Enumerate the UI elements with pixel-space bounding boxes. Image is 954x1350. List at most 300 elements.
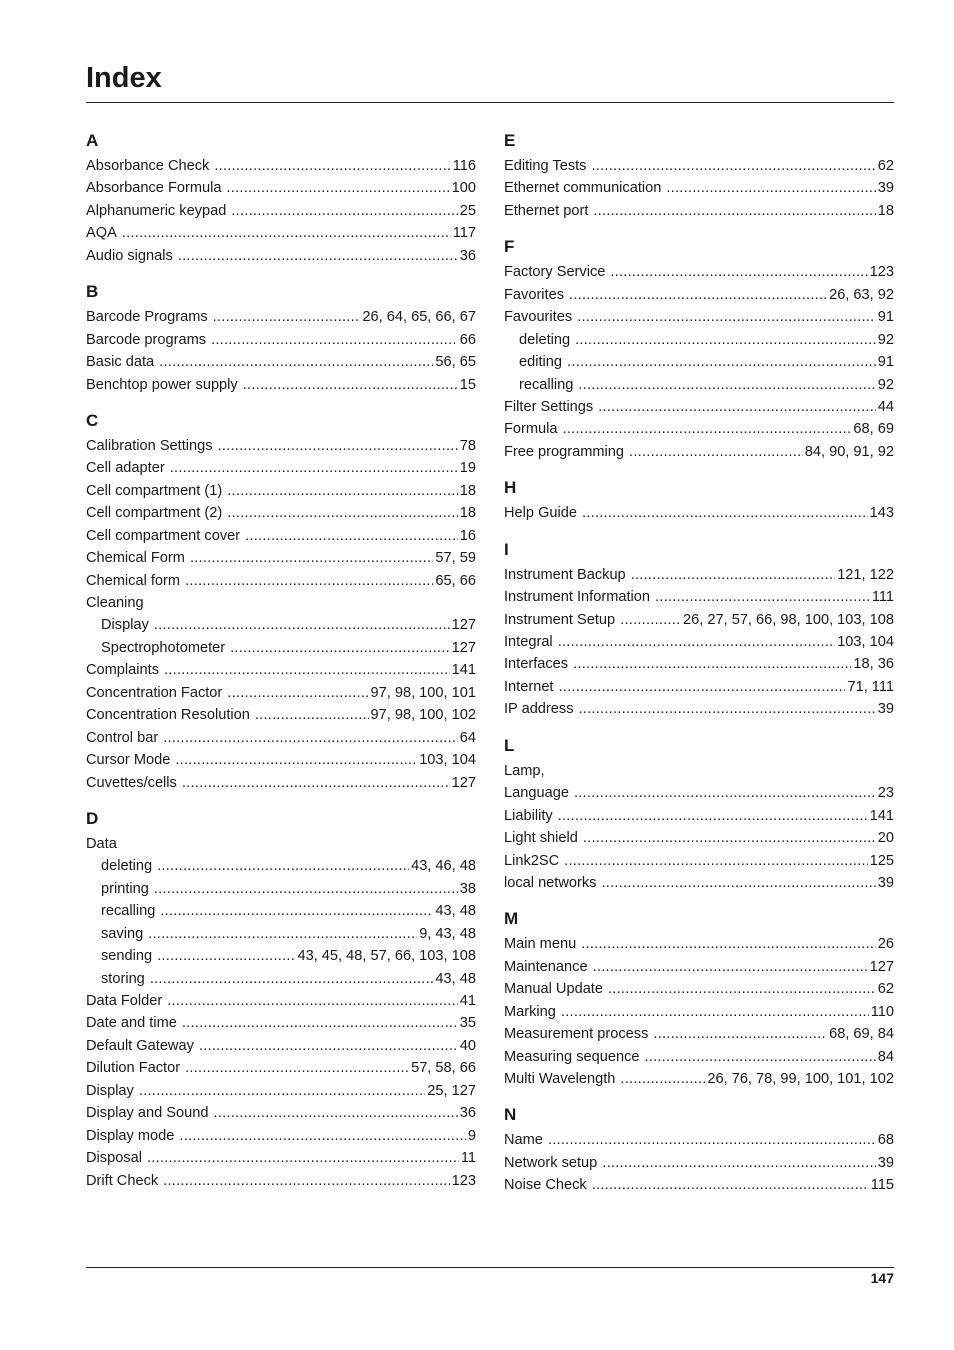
dot-leader xyxy=(227,502,458,524)
index-entry xyxy=(86,351,476,373)
index-entry xyxy=(504,956,894,978)
entry-term: Noise Check xyxy=(504,1177,587,1194)
entry-term: deleting xyxy=(101,858,153,875)
entry-pages: 84, 90, 91, 92 xyxy=(804,443,894,460)
index-subentry xyxy=(86,945,476,967)
index-section-a xyxy=(86,129,476,267)
dot-leader xyxy=(569,284,827,306)
index-entry xyxy=(504,1174,894,1196)
entry-term: Disposal xyxy=(86,1150,142,1167)
dot-leader xyxy=(591,155,875,177)
dot-leader xyxy=(653,1023,827,1045)
index-entry xyxy=(86,1125,476,1147)
entry-pages: 62 xyxy=(877,158,894,174)
entry-term: Cell compartment cover xyxy=(86,527,241,544)
entry-term: Display xyxy=(86,1082,134,1099)
entry-pages: 26, 27, 57, 66, 98, 100, 103, 108 xyxy=(683,611,894,628)
entry-term: sending xyxy=(101,948,153,965)
entry-pages: 78 xyxy=(459,437,476,454)
dot-leader xyxy=(160,900,433,922)
section-letter: C xyxy=(86,410,99,430)
entry-term: recalling xyxy=(519,376,574,393)
entry-pages: 71, 111 xyxy=(847,678,894,695)
entry-term: Complaints xyxy=(86,662,159,679)
dot-leader xyxy=(581,933,876,955)
section-letter: N xyxy=(504,1105,517,1125)
entry-pages: 39 xyxy=(877,874,894,891)
index-entry xyxy=(504,441,894,463)
index-subentry xyxy=(86,923,476,945)
entry-pages: 20 xyxy=(877,830,894,847)
index-entry xyxy=(86,1147,476,1169)
index-entry xyxy=(86,502,476,524)
entry-pages: 123 xyxy=(451,1172,476,1189)
entry-term: Integral xyxy=(504,634,553,650)
entry-term: Cursor Mode xyxy=(86,752,171,769)
index-entry xyxy=(504,306,894,328)
entry-pages: 127 xyxy=(451,617,476,634)
entry-pages: 84 xyxy=(877,1048,894,1065)
dot-leader xyxy=(179,1125,465,1147)
dot-leader xyxy=(185,570,433,592)
index-entry xyxy=(504,284,894,306)
index-subentry xyxy=(86,855,476,877)
entry-pages: 40 xyxy=(459,1037,476,1054)
entry-term: Absorbance Check xyxy=(86,158,210,174)
index-entry xyxy=(86,990,476,1012)
index-entry xyxy=(86,1102,476,1124)
index-entry xyxy=(86,306,476,328)
entry-term: Concentration Factor xyxy=(86,684,223,701)
entry-pages: 116 xyxy=(452,158,476,174)
index-entry xyxy=(504,1152,894,1174)
dot-leader xyxy=(558,631,836,653)
entry-pages: 92 xyxy=(877,331,894,348)
dot-leader xyxy=(178,245,458,267)
index-entry xyxy=(504,200,894,222)
index-entry xyxy=(504,418,894,440)
dot-leader xyxy=(255,704,369,726)
index-entry xyxy=(504,1068,894,1090)
index-entry xyxy=(86,1035,476,1057)
entry-term: Free programming xyxy=(504,443,625,460)
entry-term: Favourites xyxy=(504,309,573,326)
entry-pages: 103, 104 xyxy=(837,634,894,650)
entry-pages: 18 xyxy=(877,202,894,219)
entry-pages: 100 xyxy=(451,180,476,197)
dot-leader xyxy=(548,1129,876,1151)
index-entry xyxy=(504,1001,894,1023)
dot-leader xyxy=(167,990,458,1012)
dot-leader xyxy=(190,547,433,569)
dot-leader xyxy=(567,351,876,373)
entry-term: Cell compartment (1) xyxy=(86,482,223,499)
entry-pages: 117 xyxy=(452,225,476,242)
dot-leader xyxy=(579,698,876,720)
section-letter: B xyxy=(86,282,99,302)
index-section-n xyxy=(504,1103,894,1196)
dot-leader xyxy=(147,1147,459,1169)
entry-pages: 127 xyxy=(451,774,476,791)
entry-pages: 127 xyxy=(451,639,476,656)
index-entry xyxy=(504,872,894,894)
dot-leader xyxy=(559,676,846,698)
dot-leader xyxy=(164,659,450,681)
entry-pages: 23 xyxy=(877,785,894,802)
entry-pages: 125 xyxy=(869,852,894,869)
entry-term: Link2SC xyxy=(504,852,560,869)
entry-term: Cell adapter xyxy=(86,460,165,477)
dot-leader xyxy=(226,177,449,199)
entry-pages: 25, 127 xyxy=(427,1082,476,1099)
entry-pages: 26, 64, 65, 66, 67 xyxy=(362,309,476,326)
index-entry xyxy=(86,704,476,726)
index-entry xyxy=(86,547,476,569)
dot-leader xyxy=(230,637,450,659)
entry-pages: 43, 46, 48 xyxy=(411,858,476,875)
entry-pages: 9, 43, 48 xyxy=(419,925,476,942)
dot-leader xyxy=(243,374,458,396)
entry-pages: 91 xyxy=(877,354,894,371)
dot-leader xyxy=(564,850,867,872)
section-letter: I xyxy=(504,539,509,559)
index-subentry xyxy=(86,900,476,922)
entry-pages: 57, 58, 66 xyxy=(411,1060,476,1077)
entry-term: Basic data xyxy=(86,354,155,371)
index-subentry xyxy=(86,878,476,900)
entry-term: Data xyxy=(86,835,117,852)
index-entry xyxy=(504,564,894,586)
entry-term: storing xyxy=(101,970,145,987)
entry-pages: 143 xyxy=(869,505,894,522)
entry-term: Light shield xyxy=(504,830,578,847)
section-letter: F xyxy=(504,237,515,257)
index-entry xyxy=(86,1012,476,1034)
entry-pages: 65, 66 xyxy=(435,572,476,589)
index-entry xyxy=(504,850,894,872)
entry-pages: 18 xyxy=(459,482,476,499)
dot-leader xyxy=(214,155,450,177)
entry-term: AQA xyxy=(86,225,117,242)
entry-pages: 36 xyxy=(459,1105,476,1122)
entry-term: Formula xyxy=(504,421,558,438)
entry-pages: 91 xyxy=(877,309,894,326)
index-entry xyxy=(504,586,894,608)
section-letter: A xyxy=(86,131,99,150)
entry-term: Marking xyxy=(504,1003,556,1020)
entry-term: Display and Sound xyxy=(86,1105,209,1122)
index-entry xyxy=(86,749,476,771)
dot-leader xyxy=(245,525,458,547)
entry-term: Help Guide xyxy=(504,505,578,522)
entry-pages: 97, 98, 100, 102 xyxy=(370,707,476,724)
index-entry xyxy=(86,374,476,396)
index-entry xyxy=(504,933,894,955)
page-number: 147 xyxy=(870,1270,894,1286)
section-letter: E xyxy=(504,131,516,150)
entry-pages: 18 xyxy=(459,505,476,522)
dot-leader xyxy=(563,418,852,440)
entry-pages: 36 xyxy=(459,247,476,264)
index-entry xyxy=(86,245,476,267)
dot-leader xyxy=(214,1102,458,1124)
dot-leader xyxy=(182,1012,458,1034)
entry-pages: 41 xyxy=(459,993,476,1009)
entry-term: Maintenance xyxy=(504,958,588,975)
entry-pages: 19 xyxy=(459,460,476,477)
entry-term: Manual Update xyxy=(504,981,603,998)
dot-leader xyxy=(593,200,875,222)
entry-pages: 25 xyxy=(459,202,476,219)
entry-term: Cuvettes/cells xyxy=(86,774,177,791)
index-entry xyxy=(504,1046,894,1068)
index-subentry xyxy=(504,374,894,396)
entry-term: printing xyxy=(101,880,149,897)
entry-term: Data Folder xyxy=(86,993,163,1009)
entry-term: Instrument Setup xyxy=(504,611,616,628)
entry-pages: 39 xyxy=(877,180,894,197)
dot-leader xyxy=(175,749,417,771)
index-entry xyxy=(504,502,894,524)
index-entry xyxy=(504,698,894,720)
entry-term: Cell compartment (2) xyxy=(86,505,223,522)
entry-pages: 57, 59 xyxy=(435,550,476,567)
entry-term: Benchtop power supply xyxy=(86,376,238,393)
index-entry xyxy=(86,772,476,794)
index-entry xyxy=(86,727,476,749)
entry-term: Drift Check xyxy=(86,1172,159,1189)
dot-leader xyxy=(150,968,434,990)
entry-pages: 18, 36 xyxy=(853,656,894,673)
entry-pages: 62 xyxy=(877,981,894,998)
header-divider xyxy=(86,102,894,103)
dot-leader xyxy=(558,805,868,827)
entry-pages: 141 xyxy=(451,662,476,679)
index-entry xyxy=(86,525,476,547)
index-entry xyxy=(504,631,894,653)
dot-leader xyxy=(148,923,417,945)
index-section-l xyxy=(504,734,894,895)
entry-term: Default Gateway xyxy=(86,1037,194,1054)
entry-term: Editing Tests xyxy=(504,158,587,174)
entry-pages: 38 xyxy=(459,880,476,897)
entry-pages: 44 xyxy=(877,398,894,415)
entry-pages: 121, 122 xyxy=(837,566,894,583)
dot-leader xyxy=(561,1001,869,1023)
entry-term: Ethernet port xyxy=(504,202,589,219)
entry-term: IP address xyxy=(504,701,574,718)
index-entry xyxy=(86,329,476,351)
section-letter: M xyxy=(504,909,519,929)
entry-pages: 15 xyxy=(459,376,476,393)
entry-pages: 66 xyxy=(459,331,476,348)
index-section-e xyxy=(504,129,894,222)
dot-leader xyxy=(157,945,295,967)
entry-term: recalling xyxy=(101,903,156,920)
dot-leader xyxy=(608,978,876,1000)
entry-term: Measurement process xyxy=(504,1026,649,1043)
entry-term: Display xyxy=(101,617,149,634)
dot-leader xyxy=(227,682,368,704)
dot-leader xyxy=(583,827,876,849)
entry-term: Instrument Information xyxy=(504,589,651,606)
entry-pages: 16 xyxy=(459,527,476,544)
entry-pages: 97, 98, 100, 101 xyxy=(370,684,476,701)
entry-pages: 26, 76, 78, 99, 100, 101, 102 xyxy=(707,1071,894,1087)
index-entry xyxy=(504,261,894,283)
entry-term: Main menu xyxy=(504,936,577,953)
dot-leader xyxy=(574,782,876,804)
entry-term: Alphanumeric keypad xyxy=(86,202,227,219)
entry-term: Multi Wavelength xyxy=(504,1071,616,1087)
dot-leader xyxy=(644,1046,875,1068)
entry-pages: 68 xyxy=(877,1132,894,1149)
entry-term: Date and time xyxy=(86,1015,177,1032)
dot-leader xyxy=(218,435,458,457)
index-entry xyxy=(86,200,476,222)
entry-pages: 35 xyxy=(459,1015,476,1032)
entry-term: local networks xyxy=(504,874,597,891)
entry-term: Language xyxy=(504,785,569,802)
entry-term: Internet xyxy=(504,678,554,695)
entry-term: Liability xyxy=(504,807,553,824)
dot-leader xyxy=(199,1035,458,1057)
index-entry xyxy=(86,833,476,855)
index-section-f xyxy=(504,235,894,463)
entry-pages: 26, 63, 92 xyxy=(829,286,894,303)
index-column-left xyxy=(86,129,476,1205)
entry-pages: 115 xyxy=(870,1177,894,1194)
index-subentry xyxy=(504,329,894,351)
index-entry xyxy=(86,155,476,177)
dot-leader xyxy=(157,855,409,877)
entry-term: Control bar xyxy=(86,729,159,746)
index-entry xyxy=(504,827,894,849)
index-entry xyxy=(504,978,894,1000)
index-entry xyxy=(86,1170,476,1192)
entry-term: Display mode xyxy=(86,1127,175,1144)
dot-leader xyxy=(578,374,875,396)
index-entry xyxy=(86,222,476,244)
index-section-c xyxy=(86,409,476,794)
entry-pages: 68, 69, 84 xyxy=(829,1026,894,1043)
entry-pages: 9 xyxy=(467,1127,476,1144)
index-column-right xyxy=(504,129,894,1210)
dot-leader xyxy=(154,878,458,900)
entry-pages: 103, 104 xyxy=(419,752,476,769)
dot-leader xyxy=(593,956,868,978)
entry-pages: 39 xyxy=(877,1154,894,1171)
entry-term: Ethernet communication xyxy=(504,180,662,197)
dot-leader xyxy=(620,1068,705,1090)
index-subentry xyxy=(86,637,476,659)
dot-leader xyxy=(139,1080,425,1102)
dot-leader xyxy=(163,1170,449,1192)
entry-term: Favorites xyxy=(504,286,565,303)
index-entry xyxy=(86,1080,476,1102)
page-title: Index xyxy=(86,62,162,94)
entry-term: Audio signals xyxy=(86,247,173,264)
entry-term: Chemical form xyxy=(86,572,181,589)
entry-pages: 110 xyxy=(870,1003,894,1020)
dot-leader xyxy=(598,396,876,418)
dot-leader xyxy=(610,261,867,283)
entry-term: Network setup xyxy=(504,1154,598,1171)
dot-leader xyxy=(601,872,875,894)
index-entry xyxy=(504,676,894,698)
section-letter: D xyxy=(86,808,99,828)
entry-term: Dilution Factor xyxy=(86,1060,181,1077)
dot-leader xyxy=(159,351,433,373)
entry-pages: 141 xyxy=(869,807,894,824)
entry-term: Chemical Form xyxy=(86,550,185,567)
entry-term: deleting xyxy=(519,331,571,348)
index-section-h xyxy=(504,476,894,524)
index-subentry xyxy=(86,968,476,990)
entry-pages: 11 xyxy=(460,1150,476,1167)
dot-leader xyxy=(185,1057,409,1079)
dot-leader xyxy=(631,564,836,586)
entry-term: Spectrophotometer xyxy=(101,639,226,656)
entry-term: Interfaces xyxy=(504,656,569,673)
entry-term: Lamp, xyxy=(504,762,545,779)
index-entry xyxy=(504,1129,894,1151)
entry-pages: 43, 48 xyxy=(435,903,476,920)
section-letter: L xyxy=(504,735,515,755)
dot-leader xyxy=(575,329,876,351)
dot-leader xyxy=(602,1152,875,1174)
index-entry xyxy=(86,682,476,704)
dot-leader xyxy=(620,609,681,631)
entry-pages: 56, 65 xyxy=(435,354,476,371)
entry-term: editing xyxy=(519,354,563,371)
index-entry xyxy=(86,480,476,502)
index-entry xyxy=(504,760,894,782)
index-entry xyxy=(504,609,894,631)
entry-pages: 127 xyxy=(869,958,894,975)
index-subentry xyxy=(504,351,894,373)
section-letter: H xyxy=(504,478,517,498)
dot-leader xyxy=(163,727,458,749)
index-entry xyxy=(504,155,894,177)
index-subentry xyxy=(86,614,476,636)
dot-leader xyxy=(592,1174,869,1196)
index-section-i xyxy=(504,538,894,721)
entry-term: Concentration Resolution xyxy=(86,707,250,724)
dot-leader xyxy=(213,306,361,328)
entry-term: Measuring sequence xyxy=(504,1048,640,1065)
index-entry xyxy=(86,570,476,592)
entry-term: Instrument Backup xyxy=(504,566,626,583)
index-entry xyxy=(504,782,894,804)
index-entry xyxy=(86,457,476,479)
index-entry xyxy=(86,592,476,614)
entry-term: Cleaning xyxy=(86,595,144,611)
index-entry xyxy=(86,659,476,681)
dot-leader xyxy=(231,200,457,222)
dot-leader xyxy=(227,480,458,502)
entry-term: Calibration Settings xyxy=(86,437,213,454)
entry-pages: 26 xyxy=(877,936,894,953)
index-section-m xyxy=(504,907,894,1090)
entry-pages: 39 xyxy=(877,701,894,718)
dot-leader xyxy=(170,457,458,479)
index-entry xyxy=(86,177,476,199)
index-section-b xyxy=(86,280,476,396)
index-entry xyxy=(86,1057,476,1079)
entry-pages: 43, 48 xyxy=(435,970,476,987)
dot-leader xyxy=(655,586,870,608)
